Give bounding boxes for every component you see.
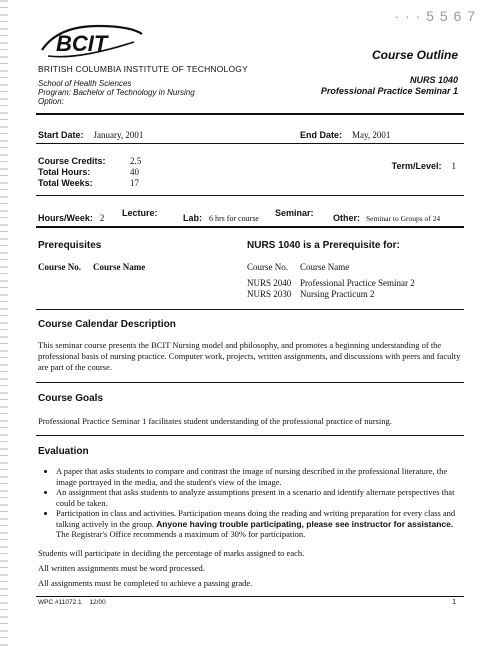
footer-form-date: 12/00	[89, 599, 106, 606]
hours-week-value: 2	[99, 213, 105, 223]
course-code: NURS 1040	[409, 75, 458, 85]
footer-rule	[36, 596, 464, 597]
participation-registrar-note: The Registrar's Office recommends a maximum of 30% for participation.	[56, 529, 306, 539]
term-level-value: 1	[451, 161, 456, 171]
lecture-label: Lecture:	[122, 208, 158, 218]
credits-value: 2.5	[130, 156, 142, 166]
prereq-for-row-1-no: NURS 2040	[247, 278, 292, 288]
hours-week-row	[38, 208, 104, 226]
other-label: Other:	[333, 213, 360, 223]
dates-rule	[36, 143, 464, 144]
evaluation-title: Evaluation	[38, 446, 89, 457]
end-date-row	[300, 125, 390, 143]
footer-form	[38, 599, 106, 606]
seminar-label: Seminar:	[275, 208, 314, 218]
page-number: 1	[452, 599, 456, 606]
evaluation-note-3: All assignments must be completed to achieve a passing grade.	[38, 578, 253, 588]
prereq-for-title: NURS 1040 is a Prerequisite for:	[247, 240, 400, 251]
prereq-for-row-2-no: NURS 2030	[247, 289, 292, 299]
prereq-col-name: Course Name	[93, 262, 146, 272]
logo-text: BCIT	[56, 31, 108, 56]
goals-text: Professional Practice Seminar 1 facilitates student understanding of the professional practice of nursing.	[38, 416, 392, 426]
start-date-row	[38, 125, 143, 143]
goals-title: Course Goals	[38, 393, 104, 404]
prereq-for-row-1-name: Professional Practice Seminar 2	[300, 278, 415, 288]
lab-row	[183, 208, 259, 226]
term-level-label: Term/Level:	[391, 161, 442, 171]
doc-type-title: Course Outline	[371, 48, 458, 62]
prereq-rule	[36, 309, 464, 310]
institute-name: BRITISH COLUMBIA INSTITUTE OF TECHNOLOGY	[38, 64, 248, 74]
start-date-label: Start Date:	[38, 130, 84, 140]
prerequisites-title: Prerequisites	[38, 240, 102, 251]
prereq-for-col-no: Course No.	[247, 262, 288, 272]
calendar-rule	[36, 382, 464, 383]
evaluation-note-1: Students will participate in deciding the percentage of marks assigned to each.	[38, 548, 305, 558]
evaluation-item-participation	[56, 508, 460, 540]
prereq-col-no: Course No.	[38, 262, 81, 272]
program-name: Program: Bachelor of Technology in Nursing	[38, 88, 195, 97]
school-name: School of Health Sciences	[38, 79, 132, 88]
header-rule	[36, 113, 464, 115]
total-weeks-value: 17	[130, 178, 139, 188]
evaluation-item: • An assignment that asks students to analyze assumptions present in a scenario and identify alternate perspectives that could be taken.	[56, 487, 460, 508]
term-level-row	[392, 156, 456, 174]
calendar-title: Course Calendar Description	[38, 319, 176, 330]
participation-assistance-note: Anyone having trouble participating, please see instructor for assistance.	[156, 518, 454, 529]
other-row	[333, 208, 440, 226]
course-title: Professional Practice Seminar 1	[320, 86, 458, 96]
total-hours-value: 40	[130, 167, 139, 177]
calendar-text: This seminar course presents the BCIT Nursing model and philosophy, and promotes a beginning understanding of the professional basis of nursing practice. Computer work, projects, written assignments, and discussions with peers and faculty are part of the course.	[38, 340, 461, 372]
total-hours-label: Total Hours:	[38, 167, 91, 177]
lab-value: 6 hrs for course	[209, 214, 259, 223]
lab-label: Lab:	[183, 213, 202, 223]
end-date-label: End Date:	[300, 130, 343, 140]
goals-rule	[36, 435, 464, 436]
start-date-value: January, 2001	[93, 130, 144, 140]
evaluation-item: • A paper that asks students to compare and contrast the image of nursing described in the professional literature, the image portrayed in the media, and the student's view of the image.	[56, 466, 460, 487]
other-value: Seminar to Groups of 24	[366, 214, 441, 223]
hours-week-label: Hours/Week:	[38, 213, 93, 223]
bcit-logo	[38, 20, 148, 62]
hours-rule	[36, 226, 464, 228]
total-weeks-label: Total Weeks:	[38, 178, 93, 188]
credits-rule	[36, 195, 464, 196]
stamp-number: · · · 5 5 6 7	[394, 8, 476, 24]
scan-edge-artifact	[0, 0, 8, 646]
footer-form-code: WPC #11072.1	[38, 599, 82, 606]
option-label: Option:	[38, 97, 64, 106]
evaluation-note-2: All written assignments must be word processed.	[38, 563, 205, 573]
end-date-value: May, 2001	[352, 130, 391, 140]
prereq-for-row-2-name: Nursing Practicum 2	[300, 289, 375, 299]
evaluation-list	[40, 466, 460, 540]
credits-label: Course Credits:	[38, 156, 106, 166]
prereq-for-col-name: Course Name	[300, 262, 350, 272]
participation-text: Participation in class and activities. Participation means doing the reading and writing preparation for every class and talking actively in the group.	[56, 508, 456, 529]
